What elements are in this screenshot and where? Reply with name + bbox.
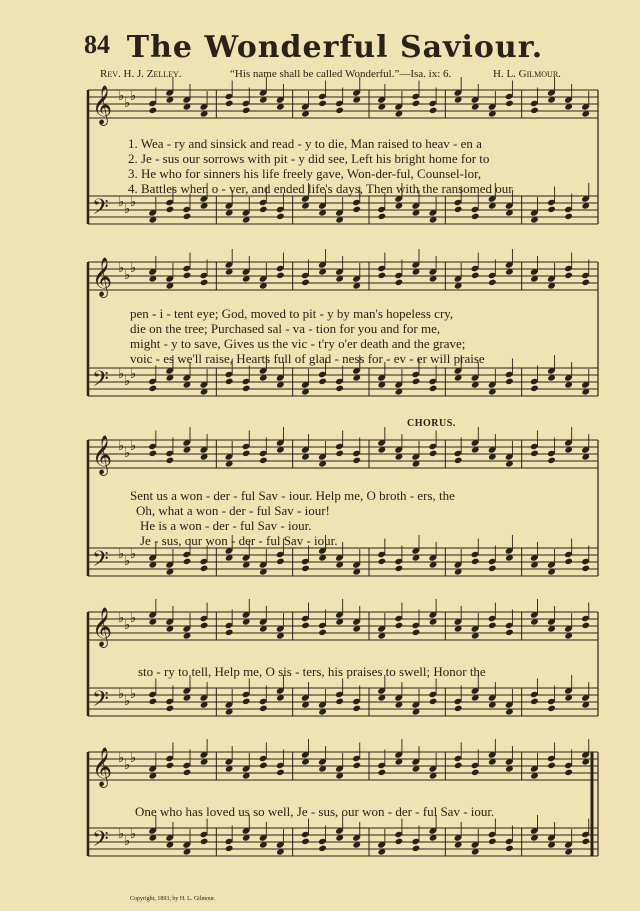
system5-bass-notehead: [200, 838, 209, 845]
system3-bass-notehead: [488, 565, 497, 572]
system3-treble-notehead: [335, 450, 344, 457]
system2-treble-notehead: [378, 272, 387, 279]
system5-treble-notehead: [547, 762, 556, 769]
system2-treble-notehead: [183, 272, 192, 279]
system3-bass-notehead: [378, 558, 387, 565]
system5-bass-notehead: [395, 838, 404, 845]
system2-flat-icon: ♭: [118, 366, 125, 381]
system1-bass-notehead: [183, 213, 192, 220]
system1-treble-notehead: [225, 100, 234, 107]
scripture-reference: “His name shall be called Wonderful.”—Isa. ix: 6.: [230, 68, 452, 80]
system4-flat-icon: ♭: [118, 686, 125, 701]
system3-flat-icon: ♭: [130, 438, 137, 453]
system1-bass-notehead: [454, 206, 463, 213]
system1-flat-icon: ♭: [118, 194, 125, 209]
system4-bass-notehead: [149, 698, 158, 705]
system1-treble-notehead: [429, 107, 438, 114]
lyric-s1-v3: 3. He who for sinners his life freely gave, Won-der-ful, Counsel-lor,: [128, 166, 482, 181]
system4-bass-notehead: [352, 705, 361, 712]
system2-treble-notehead: [200, 279, 209, 286]
lyric-s1-v2: 2. Je - sus our sorrows with pit - y did see, Left his bright home for to: [128, 151, 490, 166]
hymn-title: The Wonderful Saviour.: [126, 30, 544, 65]
system5-treble-notehead: [454, 762, 463, 769]
system2-bass-notehead: [505, 378, 514, 385]
system1-bass-notehead: [564, 213, 573, 220]
system5-flat-icon: ♭: [124, 757, 131, 772]
system3-bass-notehead: [581, 565, 590, 572]
system3-bass-notehead: [183, 558, 192, 565]
system4-bass-notehead: [166, 705, 175, 712]
system5-bass-notehead: [301, 838, 310, 845]
system2-bass-notehead: [242, 385, 251, 392]
system4-treble-notehead: [225, 629, 234, 636]
system5-bass-notehead: [225, 845, 234, 852]
lyric-s1-v4: 4. Battles when o - ver, and ended life's days, Then with the ransomed our: [128, 181, 513, 196]
system2-treble-notehead: [471, 272, 480, 279]
system5-flat-icon: ♭: [118, 826, 125, 841]
system1-treble-notehead: [530, 107, 539, 114]
system2-bass-notehead: [335, 385, 344, 392]
system4-treble-notehead: [301, 622, 310, 629]
system2-bass-notehead: [149, 385, 158, 392]
system3-flat-icon: ♭: [130, 546, 137, 561]
lyric-s1-v1: 1. Wea - ry and sinsick and read - y to die, Man raised to heav - en a: [128, 136, 482, 151]
copyright-notice: Copyright, 1893, by H. L. Gilmour.: [130, 896, 216, 902]
system4-bass-notehead: [454, 705, 463, 712]
system3-bass-notehead: [564, 558, 573, 565]
system4-bass-notehead: [547, 705, 556, 712]
system5-bass-notehead: [505, 845, 514, 852]
system3-treble-notehead: [352, 457, 361, 464]
system3-bass-clef-icon: 𝄢: [92, 547, 109, 577]
system5-treble-notehead: [378, 769, 387, 776]
system5-treble-notehead: [183, 769, 192, 776]
chorus-label: CHORUS.: [407, 418, 456, 429]
system1-bass-notehead: [166, 206, 175, 213]
system2-treble-notehead: [581, 279, 590, 286]
system4-treble-notehead: [395, 622, 404, 629]
system2-bass-notehead: [318, 378, 327, 385]
system1-treble-notehead: [149, 107, 158, 114]
system1-flat-icon: ♭: [130, 194, 137, 209]
system1-treble-notehead: [412, 100, 421, 107]
system2-flat-icon: ♭: [124, 373, 131, 388]
system2-treble-notehead: [301, 279, 310, 286]
system4-treble-clef-icon: 𝄞: [92, 607, 113, 647]
system5-bass-notehead: [318, 845, 327, 852]
system1-bass-notehead: [352, 206, 361, 213]
system2-treble-notehead: [276, 272, 285, 279]
lyric-s4: sto - ry to tell, Help me, O sis - ters, his praises to swell; Honor the: [138, 664, 486, 679]
system2-flat-icon: ♭: [124, 267, 131, 282]
lyric-s5: One who has loved us so well, Je - sus, our won - der - ful Sav - iour.: [135, 804, 495, 819]
system5-treble-notehead: [166, 762, 175, 769]
system4-flat-icon: ♭: [124, 693, 131, 708]
lyric-s3-v4: Je - sus, our won - der - ful Sav - iour.: [140, 533, 338, 548]
page-number: 84: [84, 30, 110, 59]
system1-treble-notehead: [242, 107, 251, 114]
system2-treble-notehead: [564, 272, 573, 279]
lyric-s2-v3: might - y to save, Gives us the vic - t'ry o'er death and the grave;: [130, 336, 466, 351]
system2-flat-icon: ♭: [130, 366, 137, 381]
system4-flat-icon: ♭: [130, 686, 137, 701]
system2-bass-notehead: [225, 378, 234, 385]
system3-treble-notehead: [547, 457, 556, 464]
system4-bass-clef-icon: 𝄢: [92, 687, 109, 717]
system5-bass-notehead: [412, 845, 421, 852]
system3-bass-notehead: [276, 558, 285, 565]
system1-bass-notehead: [547, 206, 556, 213]
composer-credit: H. L. Gilmour.: [493, 68, 561, 80]
system5-flat-icon: ♭: [130, 750, 137, 765]
system3-treble-notehead: [429, 450, 438, 457]
system1-bass-notehead: [378, 213, 387, 220]
system5-treble-notehead: [471, 769, 480, 776]
system1-flat-icon: ♭: [124, 201, 131, 216]
system4-bass-notehead: [335, 698, 344, 705]
system2-bass-notehead: [429, 385, 438, 392]
system1-flat-icon: ♭: [124, 95, 131, 110]
system2-treble-notehead: [488, 279, 497, 286]
system5-bass-clef-icon: 𝄢: [92, 827, 109, 857]
system5-treble-notehead: [276, 769, 285, 776]
system2-flat-icon: ♭: [118, 260, 125, 275]
system3-treble-notehead: [530, 450, 539, 457]
system1-bass-clef-icon: 𝄢: [92, 195, 109, 225]
system5-treble-notehead: [352, 762, 361, 769]
system2-flat-icon: ♭: [130, 260, 137, 275]
system3-flat-icon: ♭: [118, 546, 125, 561]
system4-treble-notehead: [488, 622, 497, 629]
system4-bass-notehead: [530, 698, 539, 705]
system5-bass-notehead: [488, 838, 497, 845]
system1-bass-notehead: [471, 213, 480, 220]
system4-treble-notehead: [581, 622, 590, 629]
system4-flat-icon: ♭: [118, 610, 125, 625]
system5-treble-notehead: [564, 769, 573, 776]
system3-flat-icon: ♭: [124, 445, 131, 460]
author-credit: Rev. H. J. Zelley.: [100, 68, 182, 80]
system3-treble-clef-icon: 𝄞: [92, 435, 113, 475]
system3-treble-notehead: [242, 450, 251, 457]
system4-bass-notehead: [242, 698, 251, 705]
system2-bass-clef-icon: 𝄢: [92, 367, 109, 397]
system3-treble-notehead: [454, 457, 463, 464]
system4-bass-notehead: [429, 698, 438, 705]
system1-treble-clef-icon: 𝄞: [92, 85, 113, 125]
lyric-s3-v3: He is a won - der - ful Sav - iour.: [140, 518, 312, 533]
system5-treble-clef-icon: 𝄞: [92, 747, 113, 787]
system1-flat-icon: ♭: [118, 88, 125, 103]
system2-bass-notehead: [530, 385, 539, 392]
lyric-s2-v2: die on the tree; Purchased sal - va - tion for you and for me,: [130, 321, 441, 336]
system4-treble-notehead: [505, 629, 514, 636]
system3-bass-notehead: [471, 558, 480, 565]
system1-treble-notehead: [505, 100, 514, 107]
lyric-s2-v1: pen - i - tent eye; God, moved to pit - y by man's hopeless cry,: [130, 306, 454, 321]
system3-bass-notehead: [395, 565, 404, 572]
system4-treble-notehead: [412, 629, 421, 636]
system5-flat-icon: ♭: [124, 833, 131, 848]
system1-bass-notehead: [276, 213, 285, 220]
lyric-s2-v4: voic - es we'll raise, Hearts full of glad - ness for - ev - er will praise: [130, 351, 485, 366]
system1-treble-notehead: [335, 107, 344, 114]
system2-treble-clef-icon: 𝄞: [92, 257, 113, 297]
system1-treble-notehead: [318, 100, 327, 107]
system4-flat-icon: ♭: [130, 610, 137, 625]
system4-bass-notehead: [259, 705, 268, 712]
system3-treble-notehead: [166, 457, 175, 464]
system3-flat-icon: ♭: [124, 553, 131, 568]
system3-bass-notehead: [200, 565, 209, 572]
system1-bass-notehead: [259, 206, 268, 213]
system3-flat-icon: ♭: [118, 438, 125, 453]
lyric-s3-v2: Oh, what a won - der - ful Sav - iour!: [136, 503, 330, 518]
system2-bass-notehead: [412, 378, 421, 385]
system5-treble-notehead: [259, 762, 268, 769]
lyric-s3-v1: Sent us a won - der - ful Sav - iour. Help me, O broth - ers, the: [130, 488, 455, 503]
system4-treble-notehead: [200, 622, 209, 629]
system5-bass-notehead: [581, 838, 590, 845]
system5-flat-icon: ♭: [130, 826, 137, 841]
system3-treble-notehead: [259, 457, 268, 464]
system3-treble-notehead: [149, 450, 158, 457]
system4-treble-notehead: [318, 629, 327, 636]
system2-treble-notehead: [395, 279, 404, 286]
system4-flat-icon: ♭: [124, 617, 131, 632]
system5-flat-icon: ♭: [118, 750, 125, 765]
system3-bass-notehead: [301, 565, 310, 572]
system1-flat-icon: ♭: [130, 88, 137, 103]
